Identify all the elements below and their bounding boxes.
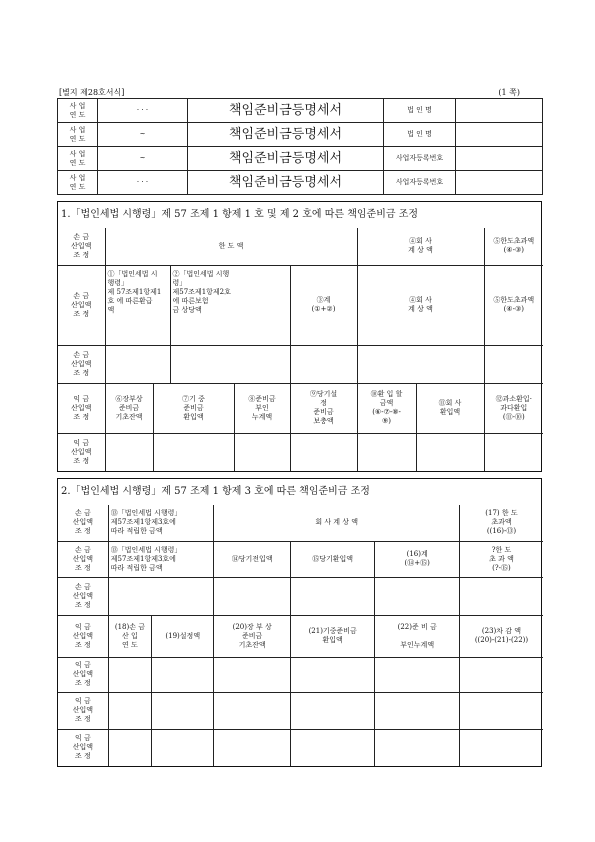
input-cell[interactable]: [214, 657, 290, 692]
input-cell[interactable]: [357, 433, 416, 471]
input-cell[interactable]: [214, 729, 290, 766]
input-cell[interactable]: [108, 692, 151, 729]
row-label: 손 금 산입액 조 정: [58, 228, 105, 265]
input-cell[interactable]: [153, 433, 234, 471]
row-label: 손 금 산입액 조 정: [58, 345, 105, 383]
section-2-row: [58, 692, 543, 729]
input-cell[interactable]: [375, 577, 460, 615]
form-title: 책임준비금등명세서: [188, 171, 384, 195]
section-2-row: [58, 505, 543, 541]
under-over-reversal-header: ⑫과소환입· 과다환입 (⑪-⑩): [484, 383, 543, 433]
business-year-dates[interactable]: · · ·: [98, 99, 188, 123]
business-year-label: 사 업 연 도: [58, 171, 98, 195]
input-cell[interactable]: [290, 345, 357, 383]
input-cell[interactable]: [375, 657, 460, 692]
total-header: ③계 (①+②): [290, 265, 357, 345]
section-2-row: [58, 657, 543, 692]
row-label: 손 금 산입액 조 정: [58, 541, 108, 577]
section-1-table: [58, 228, 543, 471]
company-recorded-header: ④회 사 계 상 액: [357, 265, 484, 345]
input-cell[interactable]: [459, 692, 543, 729]
input-cell[interactable]: [290, 657, 375, 692]
row-label: 익 금 산입액 조 정: [58, 615, 108, 657]
book-reserve-opening-header: (20)장 부 상 준비금 기초잔액: [214, 615, 290, 657]
set-amount-header: (19)설정액: [152, 615, 214, 657]
section-2-row: [58, 541, 543, 577]
deduction-year-header: (18)손 금 산 입 연 도: [108, 615, 151, 657]
input-cell[interactable]: [214, 577, 290, 615]
section-2-row: [58, 577, 543, 615]
current-supplement-header: ⑨당기설 정 준비금 보충액: [290, 383, 357, 433]
business-number-label: 사업자등록번호: [384, 171, 456, 195]
input-cell[interactable]: [108, 657, 151, 692]
row-label: 익 금 산입액 조 정: [58, 433, 105, 471]
row-label: 익 금 산입액 조 정: [58, 729, 108, 766]
input-cell[interactable]: [375, 692, 460, 729]
section-2-row: [58, 615, 543, 657]
limit-excess-header: (17) 한 도 초과액 ((16)-⑬): [459, 505, 543, 541]
row-label: 손 금 산입액 조 정: [58, 577, 108, 615]
section-1-row: [58, 383, 543, 433]
input-cell[interactable]: [357, 345, 484, 383]
limit-excess-header: ?한 도 초 과 액 (?-⑮): [459, 541, 543, 577]
input-cell[interactable]: [290, 729, 375, 766]
input-cell[interactable]: [152, 657, 214, 692]
input-cell[interactable]: [152, 729, 214, 766]
section-2-row: [58, 729, 543, 766]
row-label: 손 금 산입액 조 정: [58, 265, 105, 345]
disallowed-cumulative-header: (22)준 비 금 부인누계액: [375, 615, 460, 657]
business-number-field[interactable]: [456, 171, 543, 195]
business-year-dates[interactable]: ~: [98, 147, 188, 171]
insurance-amount-header: ②「법인세법 시행 령」 제57조제1항제2호 에 따른보험 금 상당액: [170, 265, 290, 345]
form-page: [57, 86, 542, 767]
form-title: 책임준비금등명세서: [188, 123, 384, 147]
input-cell[interactable]: [484, 433, 543, 471]
section-1-row: [58, 433, 543, 471]
section-1: [57, 201, 542, 472]
corporation-name-field[interactable]: [456, 123, 543, 147]
input-cell[interactable]: [375, 729, 460, 766]
input-cell[interactable]: [170, 345, 290, 383]
limit-excess-header: ⑤한도초과액 (④-③): [484, 265, 543, 345]
input-cell[interactable]: [290, 577, 375, 615]
row-label: 익 금 산입액 조 정: [58, 657, 108, 692]
input-cell[interactable]: [105, 433, 153, 471]
business-year-label: 사 업 연 도: [58, 99, 98, 123]
limit-amount-header: 한 도 액: [105, 228, 357, 265]
business-year-dates[interactable]: · · ·: [98, 171, 188, 195]
form-header: [57, 86, 542, 98]
input-cell[interactable]: [290, 433, 357, 471]
form-number: [별지 제28호서식]: [59, 88, 125, 97]
input-cell[interactable]: [108, 729, 151, 766]
title-row: [58, 171, 543, 195]
input-cell[interactable]: [105, 345, 170, 383]
business-number-label: 사업자등록번호: [384, 147, 456, 171]
reserve-amount-header: ⑬「법인세법 시행령」 제57조제1항제3호에 따라 적립한 금액: [108, 505, 214, 541]
title-row: [58, 123, 543, 147]
input-cell[interactable]: [290, 692, 375, 729]
form-title: 책임준비금등명세서: [188, 99, 384, 123]
company-reversal-header: ⑪회 사 환입액: [416, 383, 484, 433]
limit-excess-header: ⑤한도초과액 (④-③): [484, 228, 543, 265]
input-cell[interactable]: [108, 577, 214, 615]
difference-header: (23)차 감 액 ((20)-(21)-(22)): [459, 615, 543, 657]
title-row: [58, 99, 543, 123]
input-cell[interactable]: [484, 345, 543, 383]
book-reserve-opening-header: ⑥장부상 준비금 기초잔액: [105, 383, 153, 433]
corporation-name-label: 법 인 명: [384, 99, 456, 123]
business-year-label: 사 업 연 도: [58, 147, 98, 171]
total-header: (16)계 (⑭+⑮): [375, 541, 460, 577]
section-1-row: [58, 265, 543, 345]
reversal-amount-header: ⑩환 입 할 금액 (⑥-⑦-⑧- ⑨): [357, 383, 416, 433]
section-1-row: [58, 228, 543, 265]
input-cell[interactable]: [416, 433, 484, 471]
section-2-title: 2.「법인세법 시행령」제 57 조제 1 항제 3 호에 따른 책임준비금 조정: [61, 486, 370, 497]
row-label: 손 금 산입액 조 정: [58, 505, 108, 541]
input-cell[interactable]: [459, 657, 543, 692]
page-number: (1 쪽): [498, 88, 520, 97]
corporation-name-label: 법 인 명: [384, 123, 456, 147]
reversal-during-year-header: ⑦기 중 준비금 환입액: [153, 383, 234, 433]
section-2: [57, 478, 542, 767]
refund-amount-header: ①「법인세법 시 행령」 제 57조제1항제1 호 에 따른환급 액: [105, 265, 170, 345]
business-number-field[interactable]: [456, 147, 543, 171]
input-cell[interactable]: [234, 433, 290, 471]
input-cell[interactable]: [459, 729, 543, 766]
current-reversal-header: ⑮당기환입액: [290, 541, 375, 577]
section-1-row: [58, 345, 543, 383]
reserve-reversal-header: (21)기중준비금 환입액: [290, 615, 375, 657]
input-cell[interactable]: [214, 692, 290, 729]
company-recorded-header: 회 사 계 상 액: [214, 505, 460, 541]
business-year-label: 사 업 연 도: [58, 123, 98, 147]
reserve-amount-header: ⑬「법인세법 시행령」 제57조제1항제3호에 따라 적립한 금액: [108, 541, 214, 577]
company-recorded-header: ④회 사 계 상 액: [357, 228, 484, 265]
business-year-dates[interactable]: ~: [98, 123, 188, 147]
disallowed-cumulative-header: ⑧준비금 부인 누계액: [234, 383, 290, 433]
section-2-table: [58, 505, 543, 766]
input-cell[interactable]: [459, 577, 543, 615]
form-title: 책임준비금등명세서: [188, 147, 384, 171]
corporation-name-field[interactable]: [456, 99, 543, 123]
current-transfer-in-header: ⑭당기전입액: [214, 541, 290, 577]
title-block: [57, 98, 543, 195]
input-cell[interactable]: [152, 692, 214, 729]
row-label: 익 금 산입액 조 정: [58, 692, 108, 729]
title-row: [58, 147, 543, 171]
section-1-title: 1.「법인세법 시행령」제 57 조제 1 항제 1 호 및 제 2 호에 따른 책임준비금 조정: [61, 209, 419, 220]
row-label: 익 금 산입액 조 정: [58, 383, 105, 433]
